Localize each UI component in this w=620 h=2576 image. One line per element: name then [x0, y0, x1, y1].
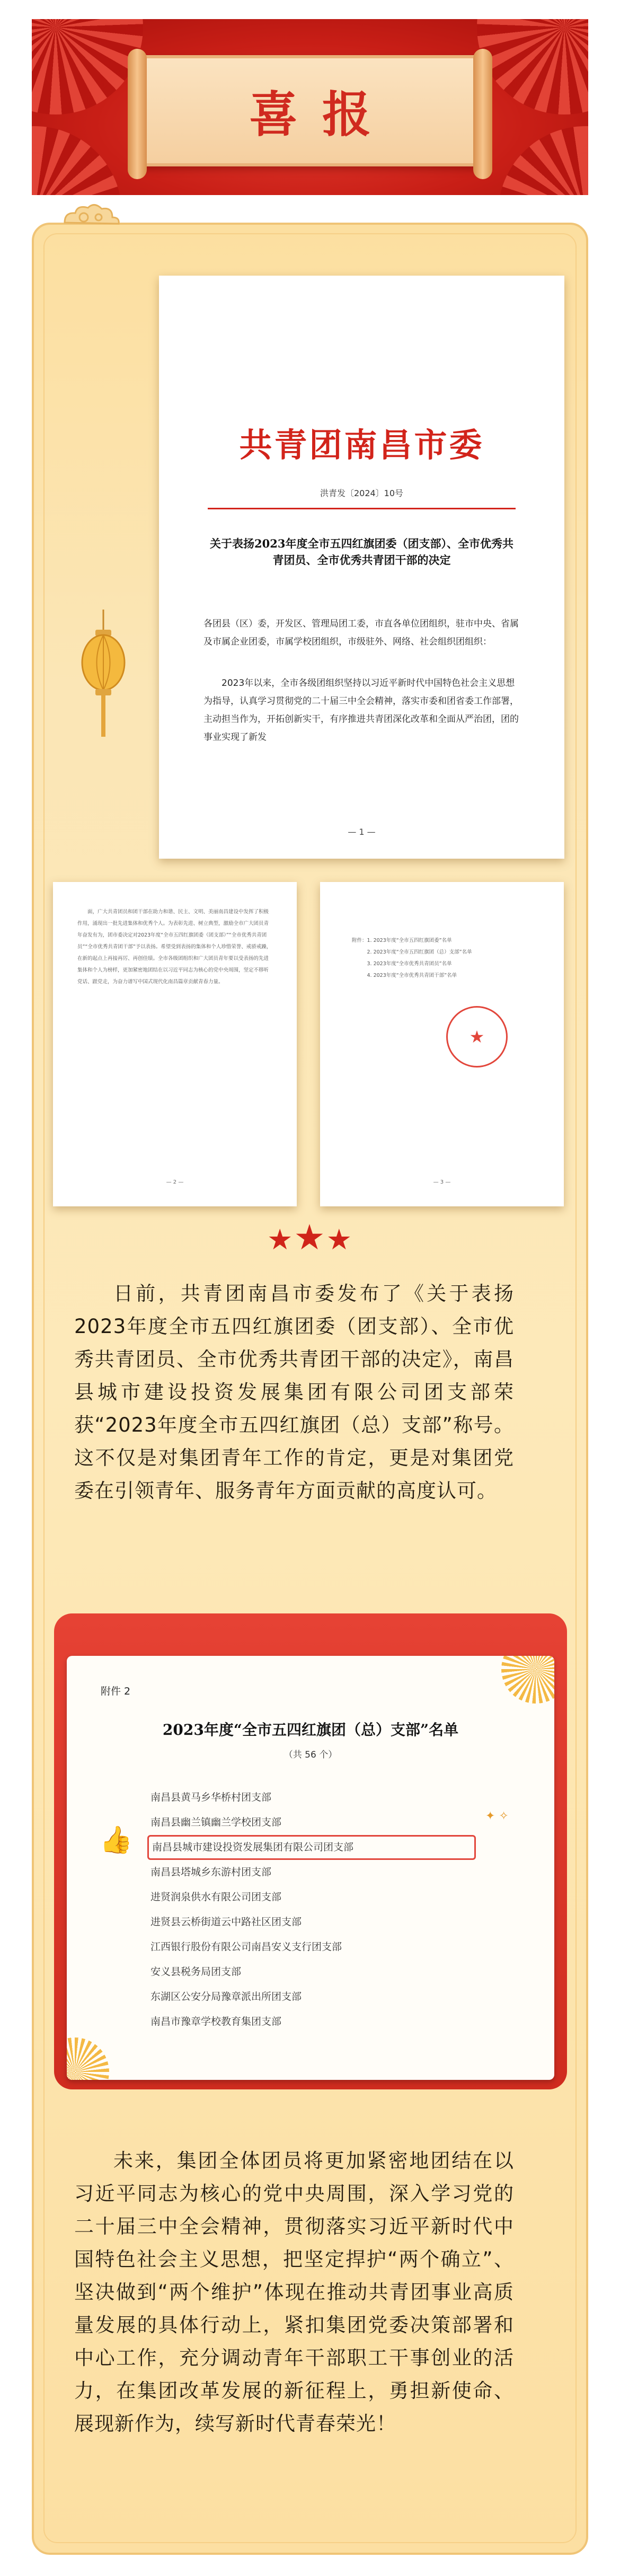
- list-item: 南昌市豫章学校教育集团支部: [150, 2016, 282, 2027]
- annex-label: 附件 2: [101, 1686, 131, 1697]
- document-page-2: [53, 882, 297, 1206]
- list-item: 进贤润泉供水有限公司团支部: [150, 1891, 282, 1903]
- red-divider: [208, 508, 516, 509]
- award-list-paper: [67, 1656, 554, 2080]
- intro-paragraph: 日前，共青团南昌市委发布了《关于表扬2023年度全市五四红旗团委（团支部）、全市优秀共青团员、全市优秀共青团干部的决定》，南昌县城市建设投资发展集团有限公司团支部荣获“2023年度全市五四红旗团（总）支部”称号。这不仅是对集团青年工作的肯定，更是对集团党委在引领青年、服务青年方面贡献的高度认可。: [74, 1282, 514, 1502]
- paper-fan-decoration: [32, 19, 143, 114]
- list-title: 2023年度“全市五四红旗团（总）支部”名单: [162, 1721, 459, 1739]
- annex-list: [352, 935, 548, 982]
- list-item: 南昌县幽兰镇幽兰学校团支部: [150, 1816, 282, 1828]
- list-item: 南昌县黄马乡华桥村团支部: [150, 1792, 272, 1803]
- list-item-highlighted: 南昌县城市建设投资发展集团有限公司团支部: [147, 1835, 476, 1860]
- annex-line: 4. 2023年度“全市优秀共青团干部”名单: [367, 973, 457, 978]
- seal-star-icon: ★: [469, 1027, 485, 1047]
- sunburst-decoration: [67, 2037, 109, 2080]
- list-item: 安义县税务局团支部: [150, 1966, 242, 1978]
- document-cover-page: [159, 276, 564, 859]
- lantern-icon: [79, 610, 127, 742]
- star-icon: ★: [267, 1223, 294, 1256]
- award-list: [147, 1785, 476, 2034]
- document-body: 2023年以来，全市各级团组织坚持以习近平新时代中国特色社会主义思想为指导，认真学习贯彻党的二十届三中全会精神，落实市委和团省委工作部署，主动担当作为，开拓创新实干，有序推进共青团深化改革和全面从严治团，团的事业实现了新发: [203, 678, 519, 743]
- page-2-text: 面，广大共青团员和团干部在助力和谐、民主、文明、美丽南昌建设中发挥了积极作用，涌现出一批先进集体和优秀个人。为表彰先进、树立典型，激励全市广大团员青年奋发有为，团市委决定对2023年度“全市五四红旗团委（团支部）”“全市优秀共青团员”“全市优秀共青团干部”予以表扬。希望受到表扬的集体和个人珍惜荣誉、戒骄戒躁，在新的起点上再接再厉、再创佳绩。全市各级团组织和广大团员青年要以受表扬的先进集体和个人为榜样，更加紧密地团结在以习近平同志为核心的党中央周围，坚定不移听党话、跟党走，为奋力谱写中国式现代化南昌篇章贡献青春力量。: [77, 909, 272, 985]
- banner-title: 喜报: [249, 86, 395, 143]
- star-icon: ★: [326, 1223, 353, 1256]
- star-icon: ★: [294, 1217, 326, 1258]
- annex-line: 附件：1. 2023年度“全市五四红旗团委”名单: [352, 938, 452, 943]
- header-banner: [32, 19, 588, 195]
- page-number: — 1 —: [348, 827, 376, 837]
- stars-divider: [0, 1217, 620, 1258]
- list-item: 南昌县塔城乡东游村团支部: [150, 1866, 272, 1878]
- thumbs-up-icon: 👍: [100, 1824, 133, 1855]
- annex-line: 2. 2023年度“全市五四红旗团（总）支部”名单: [367, 949, 472, 955]
- official-seal-icon: [446, 1006, 508, 1068]
- annex-line: 3. 2023年度“全市优秀共青团员”名单: [367, 961, 452, 967]
- paper-fan-decoration: [498, 126, 588, 195]
- list-item: 进贤县云桥街道云中路社区团支部: [150, 1916, 302, 1928]
- title-scroll: [140, 55, 480, 166]
- sparkle-icon: ✦ ✧: [485, 1810, 509, 1823]
- closing-paragraph: 未来，集团全体团员将更加紧密地团结在以习近平同志为核心的党中央周围，深入学习党的二十届三中全会精神，贯彻落实习近平新时代中国特色社会主义思想，把坚定捍护“两个确立”、坚决做到“两个维护”体现在推动共青团事业高质量发展的具体行动上，紧扣集团党委决策部署和中心工作，充分调动青年干部职工干事创业的活力，在集团改革发展的新征程上，勇担新使命、展现新作为，续写新时代青春荣光！: [74, 2149, 514, 2435]
- auspicious-cloud-icon: [59, 201, 123, 228]
- document-page-3: [320, 882, 564, 1206]
- award-list-card: [54, 1613, 567, 2089]
- page-number: — 2 —: [166, 1179, 184, 1185]
- list-item: 东湖区公安分局豫章派出所团支部: [150, 1991, 302, 2002]
- issuing-org-name: 共青团南昌市委: [239, 426, 484, 464]
- paper-fan-decoration: [477, 19, 588, 114]
- document-title: 关于表扬2023年度全市五四红旗团委（团支部）、全市优秀共青团员、全市优秀共青团干部的决定: [210, 537, 513, 567]
- paper-fan-decoration: [32, 126, 122, 195]
- sunburst-decoration: [501, 1656, 554, 1704]
- document-number: 洪青发〔2024〕10号: [320, 488, 404, 498]
- list-item: 江西银行股份有限公司南昌安义支行团支部: [150, 1941, 342, 1953]
- page-number: — 3 —: [433, 1179, 451, 1185]
- list-count: （共 56 个）: [284, 1750, 338, 1760]
- document-recipients: 各团县（区）委，开发区、管理局团工委，市直各单位团组织，驻市中央、省属及市属企业团委，市属学校团组织，市级驻外、网络、社会组织团组织：: [203, 619, 519, 647]
